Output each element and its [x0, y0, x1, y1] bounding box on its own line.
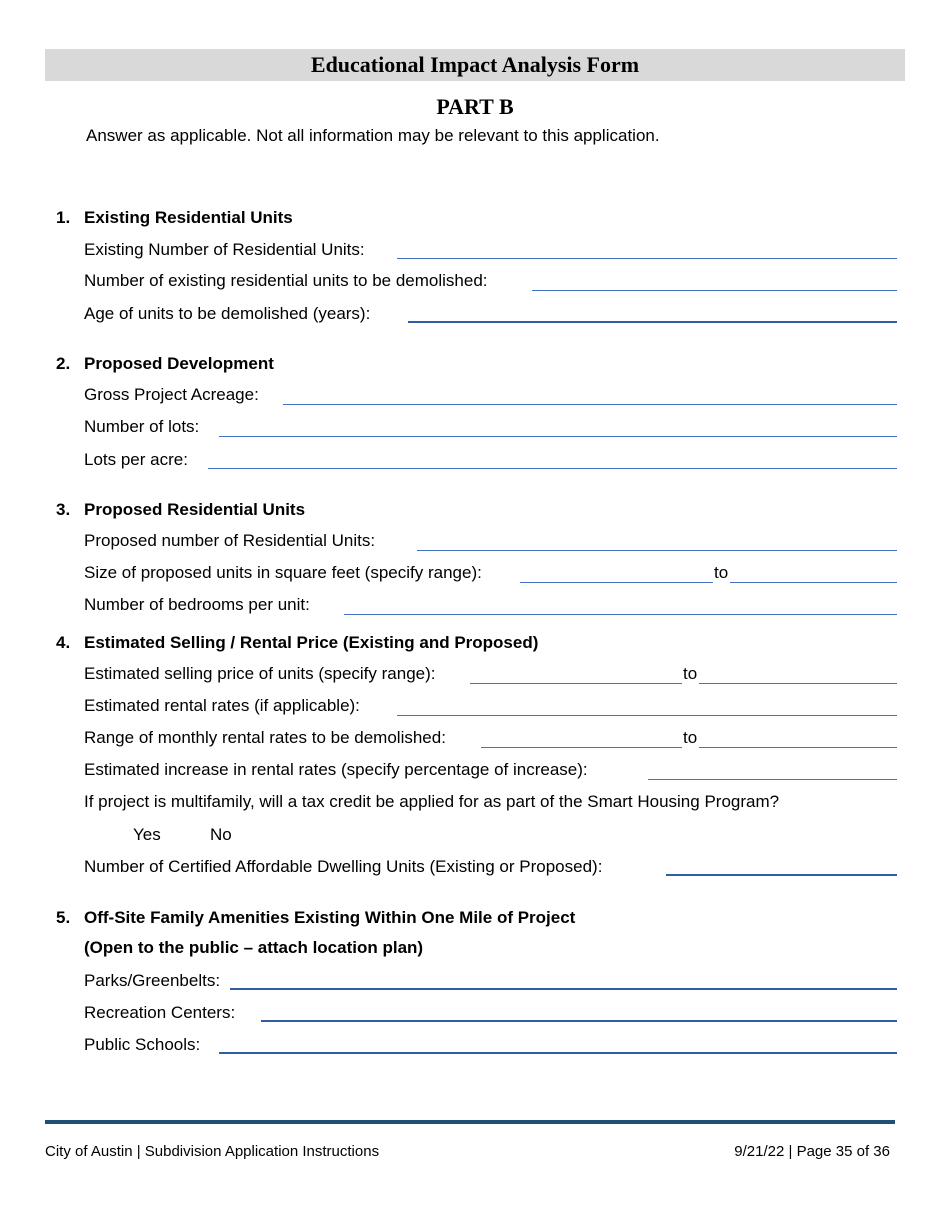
selling-price-min-field[interactable]: [470, 683, 682, 684]
footer-rule: [45, 1120, 895, 1124]
schools-field[interactable]: [219, 1052, 897, 1054]
footer-source: City of Austin | Subdivision Application Instructions: [45, 1143, 380, 1160]
tax-credit-no-option[interactable]: No: [210, 825, 232, 844]
unit-size-label: Size of proposed units in square feet (specify range):: [84, 563, 482, 582]
unit-size-to-label: to: [714, 563, 729, 582]
parks-label: Parks/Greenbelts:: [84, 971, 221, 990]
demolished-units-label: Number of existing residential units to be demolished:: [84, 271, 488, 290]
section-4-heading: Estimated Selling / Rental Price (Existing and Proposed): [84, 633, 539, 652]
selling-price-to-label: to: [683, 664, 698, 683]
rental-rates-label: Estimated rental rates (if applicable):: [84, 696, 360, 715]
selling-price-label: Estimated selling price of units (specify range):: [84, 664, 436, 683]
unit-size-max-field[interactable]: [730, 582, 897, 583]
monthly-rates-label: Range of monthly rental rates to be demolished:: [84, 728, 446, 747]
parks-field[interactable]: [230, 988, 897, 990]
acreage-field[interactable]: [283, 404, 897, 405]
section-4-number: 4.: [56, 633, 71, 652]
section-5-subheading: (Open to the public – attach location plan): [84, 938, 424, 957]
existing-units-label: Existing Number of Residential Units:: [84, 240, 365, 259]
part-heading: PART B: [436, 94, 514, 119]
selling-price-max-field[interactable]: [699, 683, 897, 684]
demolished-units-field[interactable]: [532, 290, 897, 291]
section-2-number: 2.: [56, 354, 71, 373]
demolish-age-field[interactable]: [408, 321, 897, 323]
section-1-number: 1.: [56, 208, 71, 227]
proposed-units-label: Proposed number of Residential Units:: [84, 531, 376, 550]
rate-increase-label: Estimated increase in rental rates (specify percentage of increase):: [84, 760, 588, 779]
lots-per-acre-field[interactable]: [208, 468, 897, 469]
recreation-field[interactable]: [261, 1020, 897, 1022]
affordable-units-field[interactable]: [666, 874, 897, 876]
rate-increase-field[interactable]: [648, 779, 897, 780]
tax-credit-yes-option[interactable]: Yes: [133, 825, 161, 844]
bedrooms-field[interactable]: [344, 614, 897, 615]
existing-units-field[interactable]: [397, 258, 897, 259]
tax-credit-question: If project is multifamily, will a tax credit be applied for as part of the Smart Housing Program?: [84, 792, 780, 811]
rental-rates-field[interactable]: [397, 715, 897, 716]
schools-label: Public Schools:: [84, 1035, 201, 1054]
form-title: Educational Impact Analysis Form: [310, 52, 640, 77]
section-1-heading: Existing Residential Units: [84, 208, 293, 227]
affordable-units-label: Number of Certified Affordable Dwelling Units (Existing or Proposed):: [84, 857, 603, 876]
bedrooms-label: Number of bedrooms per unit:: [84, 595, 310, 614]
lots-per-acre-label: Lots per acre:: [84, 450, 188, 469]
section-2-heading: Proposed Development: [84, 354, 274, 373]
monthly-rates-min-field[interactable]: [481, 747, 682, 748]
proposed-units-field[interactable]: [417, 550, 897, 551]
monthly-rates-to-label: to: [683, 728, 698, 747]
title-band: [45, 49, 905, 81]
lots-field[interactable]: [219, 436, 897, 437]
demolish-age-label: Age of units to be demolished (years):: [84, 304, 371, 323]
intro-text: Answer as applicable. Not all information may be relevant to this application.: [86, 126, 660, 145]
section-3-heading: Proposed Residential Units: [84, 500, 306, 519]
section-5-heading: Off-Site Family Amenities Existing Within One Mile of Project: [84, 908, 576, 927]
recreation-label: Recreation Centers:: [84, 1003, 236, 1022]
section-5-number: 5.: [56, 908, 71, 927]
section-3-number: 3.: [56, 500, 71, 519]
footer-page-number: 9/21/22 | Page 35 of 36: [734, 1143, 890, 1160]
lots-label: Number of lots:: [84, 417, 200, 436]
acreage-label: Gross Project Acreage:: [84, 385, 259, 404]
unit-size-min-field[interactable]: [520, 582, 713, 583]
monthly-rates-max-field[interactable]: [699, 747, 897, 748]
